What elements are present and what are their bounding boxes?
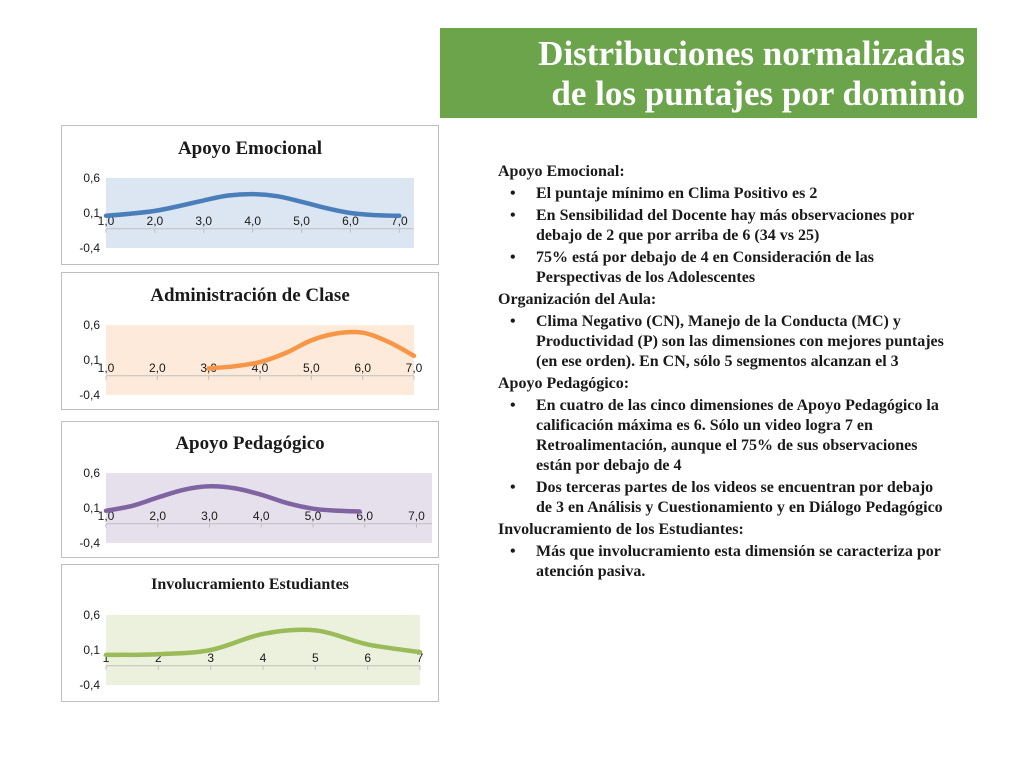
chart-plot xyxy=(62,565,440,703)
y-tick-label: 0,6 xyxy=(83,171,100,185)
x-tick-label: 7,0 xyxy=(408,508,425,523)
x-tick-label: 4 xyxy=(259,650,267,665)
x-tick-label: 4,0 xyxy=(251,360,269,375)
y-tick-label: 0,1 xyxy=(83,206,100,220)
slide-title-line-1: Distribuciones normalizadas xyxy=(538,34,965,73)
x-tick-label: 7 xyxy=(416,650,424,665)
chart-plot xyxy=(62,422,440,559)
y-tick-label: 0,1 xyxy=(83,501,100,515)
y-tick-label: 0,1 xyxy=(83,353,100,367)
chart-title: Apoyo Emocional xyxy=(177,138,323,159)
y-tick-label: -0,4 xyxy=(79,536,100,550)
y-tick-label: -0,4 xyxy=(79,241,100,255)
note-section xyxy=(498,290,953,372)
notes-panel xyxy=(498,162,953,584)
bullet-item: • El puntaje mínimo en Clima Positivo es 2 xyxy=(498,184,953,204)
slide-title xyxy=(440,28,977,118)
bullet-list xyxy=(498,396,953,518)
bullet-item: • Dos terceras partes de los videos se encuentran por debajo de 3 en Análisis y Cuestionamiento y en Diálogo Pedagógico xyxy=(498,478,953,518)
x-tick-label: 7,0 xyxy=(390,213,408,228)
note-heading: Apoyo Pedagógico: xyxy=(498,375,630,392)
x-tick-label: 2 xyxy=(154,650,162,665)
bullet-item: • Clima Negativo (CN), Manejo de la Conducta (MC) y Productividad (P) son las dimensiones con mejores puntajes (en ese orden). En CN, sólo 5 segmentos alcanzan el 3 xyxy=(498,312,953,372)
bullet-list xyxy=(498,312,953,372)
bullet-list xyxy=(498,542,953,582)
chart-apoyo-emocional xyxy=(61,125,439,265)
chart-title: Administración de Clase xyxy=(150,285,350,306)
chart-title: Involucramiento Estudiantes xyxy=(151,576,349,593)
chart-plot xyxy=(62,126,440,266)
x-tick-label: 1,0 xyxy=(97,360,115,375)
y-tick-label: -0,4 xyxy=(79,388,100,402)
x-tick-label: 6,0 xyxy=(342,213,359,228)
y-tick-label: 0,1 xyxy=(83,643,100,657)
bullet-item: • 75% está por debajo de 4 en Consideración de las Perspectivas de los Adolescentes xyxy=(498,248,953,288)
x-tick-label: 1 xyxy=(102,650,110,665)
x-tick-label: 2,0 xyxy=(148,360,166,375)
x-tick-label: 1,0 xyxy=(97,213,115,228)
x-tick-label: 7,0 xyxy=(405,360,423,375)
x-tick-label: 5,0 xyxy=(302,360,320,375)
note-section xyxy=(498,162,953,288)
x-tick-label: 4,0 xyxy=(244,213,262,228)
x-tick-label: 3 xyxy=(207,650,215,665)
bullet-list xyxy=(498,184,953,288)
x-tick-label: 2,0 xyxy=(146,213,164,228)
x-tick-label: 3,0 xyxy=(200,360,218,375)
x-tick-label: 6,0 xyxy=(354,360,372,375)
x-tick-label: 5 xyxy=(311,650,319,665)
x-tick-label: 6 xyxy=(364,650,372,665)
note-heading: Apoyo Emocional: xyxy=(498,163,625,180)
bullet-item: • En cuatro de las cinco dimensiones de Apoyo Pedagógico la calificación máxima es 6. Sólo un video logra 7 en Retroalimentación, aunque el 75% de sus observaciones están por debajo de 4 xyxy=(498,396,953,476)
note-heading: Organización del Aula: xyxy=(498,291,657,308)
x-tick-label: 2,0 xyxy=(149,508,167,523)
note-section xyxy=(498,374,953,518)
y-tick-label: 0,6 xyxy=(83,608,100,622)
y-tick-label: 0,6 xyxy=(83,466,100,480)
chart-administracion-clase xyxy=(61,272,439,410)
x-tick-label: 3,0 xyxy=(201,508,218,523)
x-tick-label: 3,0 xyxy=(195,213,213,228)
x-tick-label: 4,0 xyxy=(252,508,270,523)
x-tick-label: 1,0 xyxy=(97,508,115,523)
chart-title: Apoyo Pedagógico xyxy=(175,433,325,454)
x-tick-label: 5,0 xyxy=(293,213,310,228)
bullet-item: • En Sensibilidad del Docente hay más observaciones por debajo de 2 que por arriba de 6 (34 vs 25) xyxy=(498,206,953,246)
y-tick-label: -0,4 xyxy=(79,678,100,692)
chart-involucramiento-estudiantes xyxy=(61,564,439,702)
chart-apoyo-pedagogico xyxy=(61,421,439,558)
bullet-item: • Más que involucramiento esta dimensión se caracteriza por atención pasiva. xyxy=(498,542,953,582)
note-section xyxy=(498,520,953,582)
x-tick-label: 5,0 xyxy=(304,508,322,523)
note-heading: Involucramiento de los Estudiantes: xyxy=(498,521,744,538)
y-tick-label: 0,6 xyxy=(83,318,100,332)
chart-plot xyxy=(62,273,440,411)
x-tick-label: 6,0 xyxy=(356,508,374,523)
slide-title-line-2: de los puntajes por dominio xyxy=(551,74,965,113)
